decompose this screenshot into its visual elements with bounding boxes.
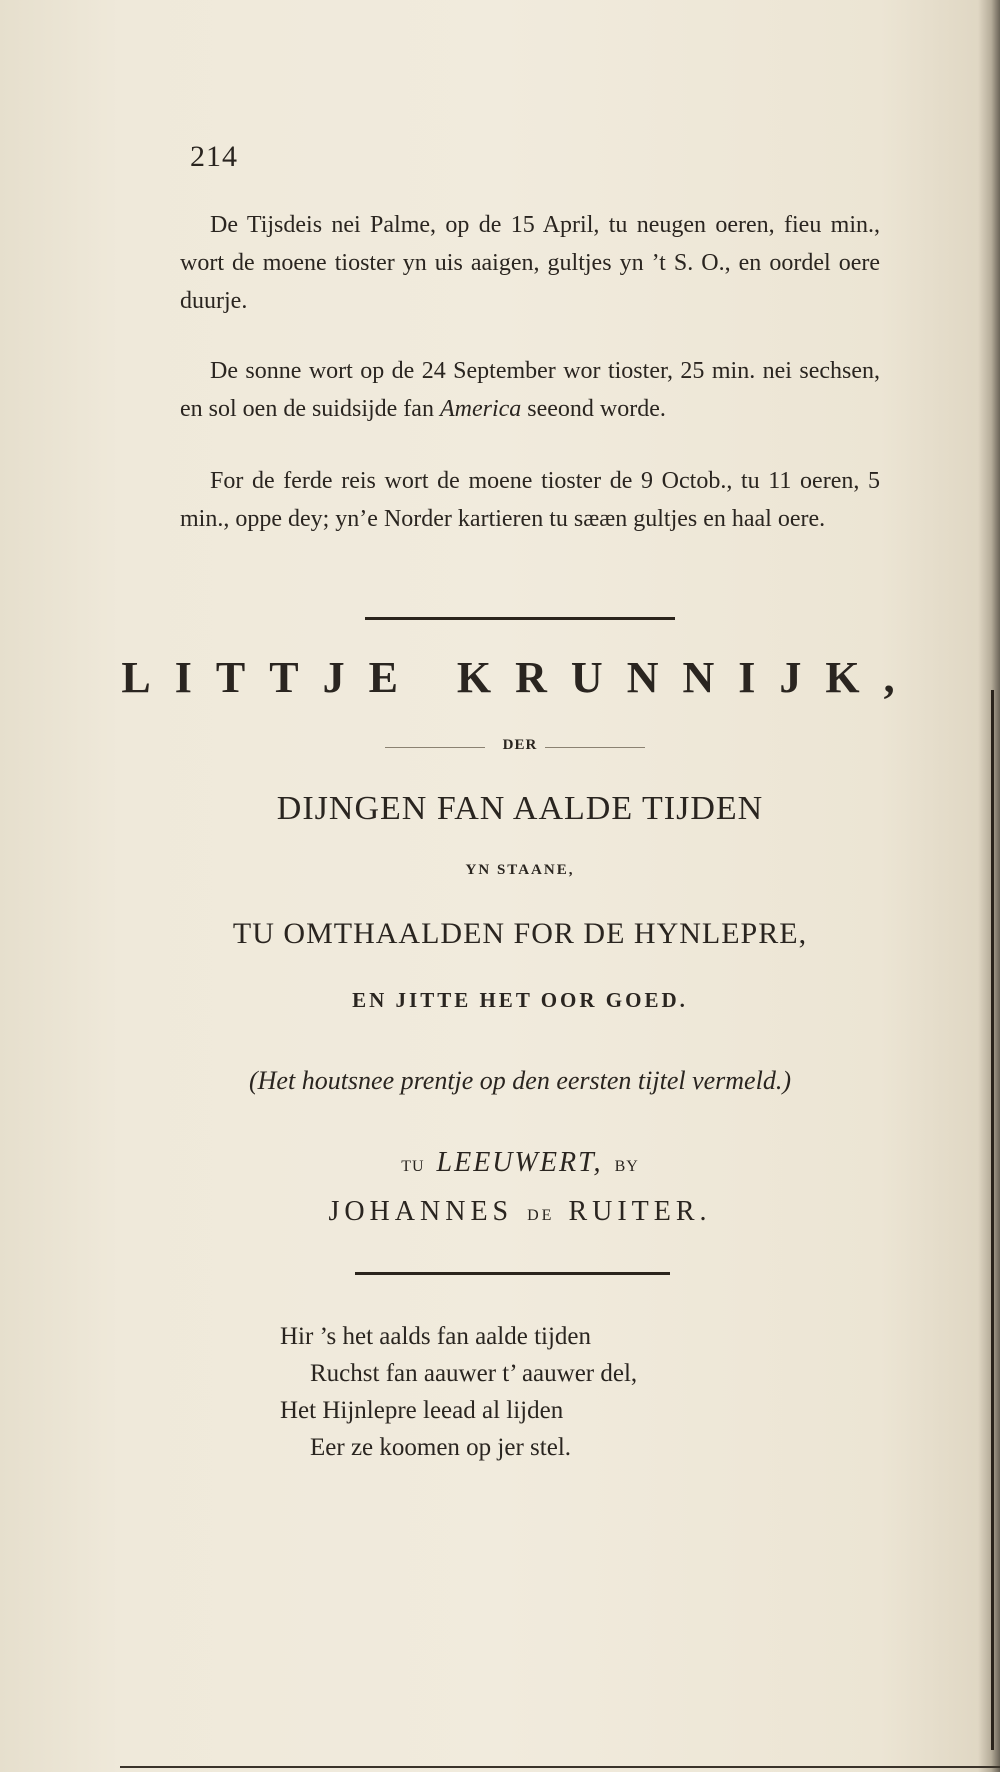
title-line-1: DIJNGEN FAN AALDE TIJDEN (276, 790, 764, 827)
publisher-last-name: RUITER. (568, 1196, 712, 1227)
imprint-by: BY (614, 1158, 639, 1175)
imprint-city: LEEUWERT, (436, 1147, 603, 1178)
imprint-tu: TU (401, 1158, 425, 1175)
paragraph-line: gultjes yn ’t S. O., en oordel oere duurje. (180, 250, 881, 314)
page-edge-shadow (978, 0, 1000, 1772)
paragraph-line: sææn gultjes en haal oere. (573, 506, 826, 532)
section-divider-top (365, 617, 675, 620)
title-der: DER (502, 737, 538, 753)
page-bottom-edge (120, 1766, 1000, 1768)
paragraph-line: tu 11 oeren, 5 min., oppe dey; yn’e Norder kartieren tu (180, 468, 881, 532)
poem-line: Hir ’s het aalds fan aalde tijden (280, 1323, 591, 1350)
paragraph-line: De Tijsdeis nei Palme, op de 15 April, tu neugen (210, 212, 707, 238)
imprint-publisher (120, 1196, 920, 1228)
publisher-first-name: JOHANNES (328, 1196, 514, 1227)
imprint-place (120, 1147, 920, 1179)
paragraph-eclipse-october (180, 462, 880, 538)
paragraph-eclipse-april (180, 206, 880, 320)
paragraph-line: De sonne wort op de 24 September wor tioster, 25 (210, 358, 705, 384)
paragraph-line: For de ferde reis wort de moene tioster de 9 Octob., (210, 468, 733, 494)
publisher-particle: DE (527, 1207, 555, 1224)
page-edge-line (991, 690, 994, 1750)
paragraph-line: seeond worde. (527, 396, 666, 422)
title-yn-staane: YN STAANE, (465, 862, 575, 878)
paragraph-line: min. nei sechsen, en sol oen de suidsijde fan (180, 358, 881, 422)
poem-line: Eer ze koomen op jer stel. (310, 1434, 572, 1461)
emphasis-america: America (439, 396, 522, 422)
page-number: 214 (190, 140, 238, 173)
title-note: (Het houtsnee prentje op den eersten tijtel vermeld.) (249, 1066, 791, 1095)
paragraph-line: oeren, fieu min., wort de moene tioster yn uis aaigen, (180, 212, 880, 276)
section-title: LITTJE KRUNNIJK, (121, 653, 919, 702)
title-line-2: TU OMTHAALDEN FOR DE HYNLEPRE, (232, 917, 808, 950)
title-line-3: EN JITTE HET OOR GOED. (352, 988, 688, 1012)
section-divider-bottom (355, 1272, 670, 1275)
paragraph-eclipse-september (180, 352, 880, 428)
poem-line: Het Hijnlepre leead al lijden (280, 1397, 564, 1424)
poem-line: Ruchst fan aauwer t’ aauwer del, (310, 1360, 638, 1387)
poem (280, 1318, 637, 1466)
